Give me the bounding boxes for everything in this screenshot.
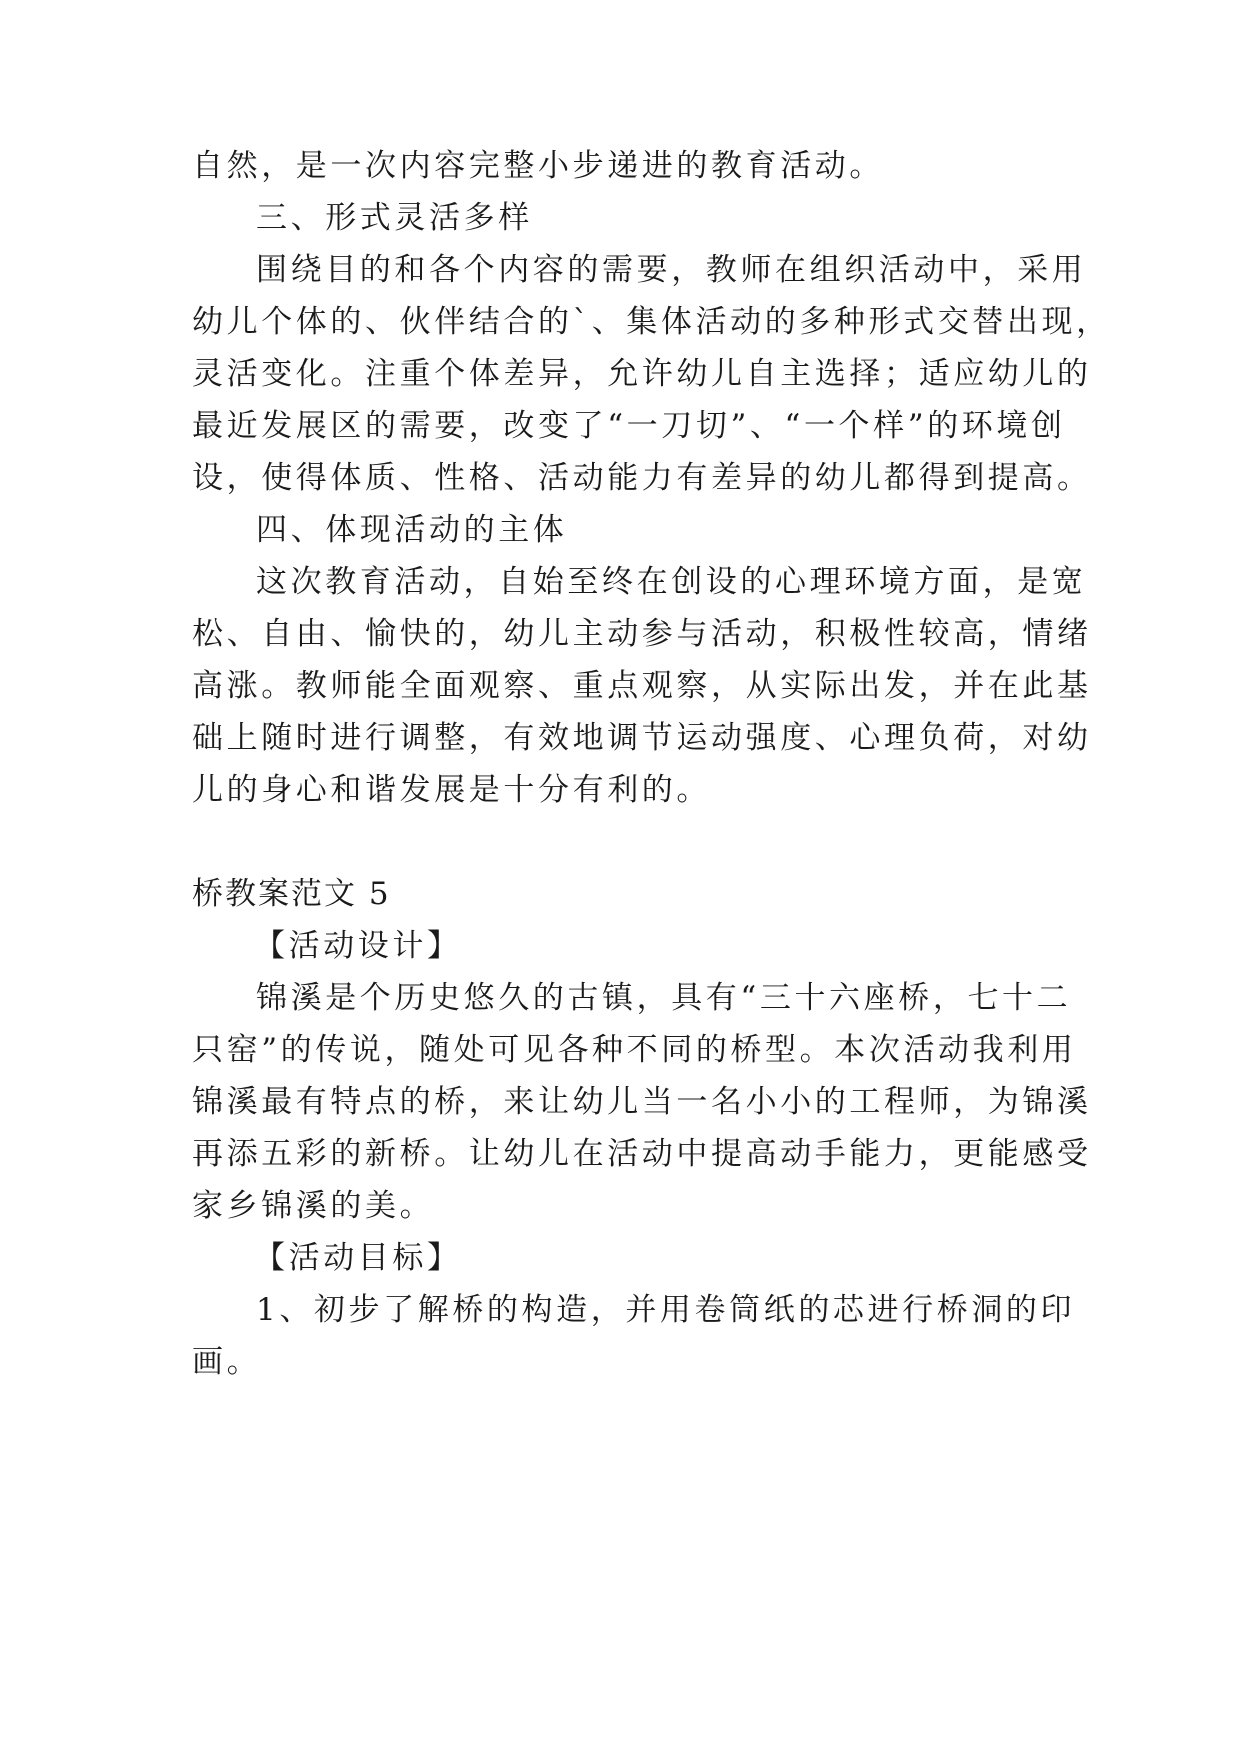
paragraph-line: 画。 bbox=[192, 1344, 262, 1380]
paragraph-line: 这次教育活动，自始至终在创设的心理环境方面，是宽 bbox=[256, 564, 1087, 600]
section-heading: 四、体现活动的主体 bbox=[256, 512, 568, 548]
section-heading: 三、形式灵活多样 bbox=[256, 200, 533, 236]
paragraph-line: 再添五彩的新桥。让幼儿在活动中提高动手能力，更能感受 bbox=[192, 1136, 1092, 1172]
paragraph-line: 自然，是一次内容完整小步递进的教育活动。 bbox=[192, 148, 884, 184]
paragraph-line: 础上随时进行调整，有效地调节运动强度、心理负荷，对幼 bbox=[192, 720, 1092, 756]
paragraph-line: 高涨。教师能全面观察、重点观察，从实际出发，并在此基 bbox=[192, 668, 1092, 704]
paragraph-line: 松、自由、愉快的，幼儿主动参与活动，积极性较高，情绪 bbox=[192, 616, 1092, 652]
paragraph-line: 只窑”的传说，随处可见各种不同的桥型。本次活动我利用 bbox=[192, 1032, 1077, 1068]
paragraph-line: 最近发展区的需要，改变了“一刀切”、“一个样”的环境创 bbox=[192, 408, 1066, 444]
paragraph-line: 设，使得体质、性格、活动能力有差异的幼儿都得到提高。 bbox=[192, 460, 1092, 496]
paragraph-line: 锦溪最有特点的桥，来让幼儿当一名小小的工程师，为锦溪 bbox=[192, 1084, 1092, 1120]
section-heading: 【活动设计】 bbox=[254, 928, 462, 964]
paragraph-line: 锦溪是个历史悠久的古镇，具有“三十六座桥，七十二 bbox=[256, 980, 1072, 1016]
section-heading: 【活动目标】 bbox=[254, 1240, 462, 1276]
paragraph-line: 1、初步了解桥的构造，并用卷筒纸的芯进行桥洞的印 bbox=[256, 1292, 1076, 1328]
paragraph-line: 幼儿个体的、伙伴结合的`、集体活动的多种形式交替出现， bbox=[192, 304, 1111, 340]
paragraph-line: 儿的身心和谐发展是十分有利的。 bbox=[192, 772, 711, 808]
paragraph-line: 围绕目的和各个内容的需要，教师在组织活动中，采用 bbox=[256, 252, 1087, 288]
paragraph-line: 灵活变化。注重个体差异，允许幼儿自主选择；适应幼儿的 bbox=[192, 356, 1092, 392]
article-title: 桥教案范文 5 bbox=[192, 876, 391, 912]
paragraph-line: 家乡锦溪的美。 bbox=[192, 1188, 435, 1224]
